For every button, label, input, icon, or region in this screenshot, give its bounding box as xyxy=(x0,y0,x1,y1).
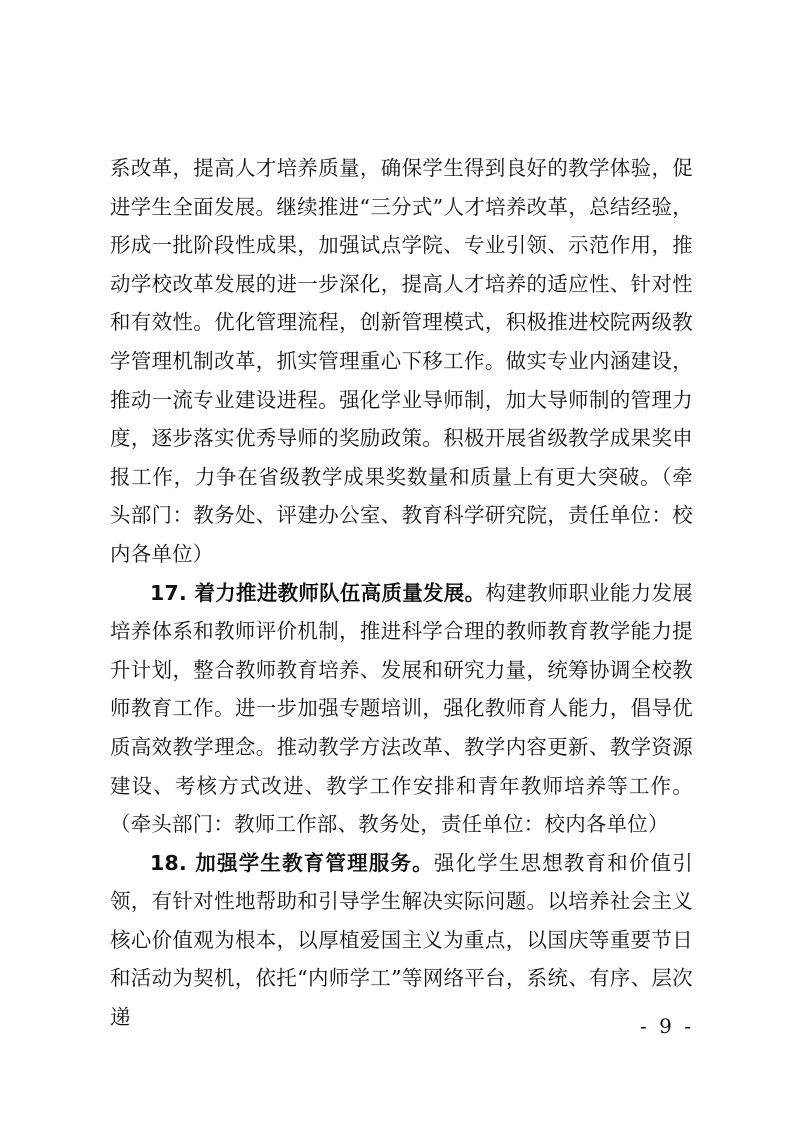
item-heading: 18. 加强学生教育管理服务。 xyxy=(150,850,434,875)
paragraph-text: 构建教师职业能力发展培养体系和教师评价机制，推进科学合理的教师教育教学能力提升计划，整合教师教育培养、发展和研究力量，统筹协调全校教师教育工作。进一步加强专题培训，强化教师育人能力，倡导优质高效教学理念。推动教学方法改革、教学内容更新、教学资源建设、考核方式改进、教学工作安排和青年教师培养等工作。（牵头部门：教师工作部、教务处，责任单位：校内各单位） xyxy=(110,580,693,837)
paragraph-item-17 xyxy=(110,574,693,844)
body-text xyxy=(110,149,693,1037)
page-number: - 9 - xyxy=(640,1014,694,1038)
item-heading: 17. 着力推进教师队伍高质量发展。 xyxy=(150,580,486,605)
paragraph-continuation xyxy=(110,149,693,574)
paragraph-text: 系改革，提高人才培养质量，确保学生得到良好的教学体验，促进学生全面发展。继续推进“三分式”人才培养改革，总结经验，形成一批阶段性成果，加强试点学院、专业引领、示范作用，推动学校改革发展的进一步深化，提高人才培养的适应性、针对性和有效性。优化管理流程，创新管理模式，积极推进校院两级教学管理机制改革，抓实管理重心下移工作。做实专业内涵建设，推动一流专业建设进程。强化学业导师制，加大导师制的管理力度，逐步落实优秀导师的奖励政策。积极开展省级教学成果奖申报工作，力争在省级教学成果奖数量和质量上有更大突破。（牵头部门：教务处、评建办公室、教育科学研究院，责任单位：校内各单位） xyxy=(110,156,693,566)
paragraph-item-18 xyxy=(110,844,693,1037)
paragraph-text: 强化学生思想教育和价值引领，有针对性地帮助和引导学生解决实际问题。以培养社会主义核心价值观为根本，以厚植爱国主义为重点，以国庆等重要节日和活动为契机，依托“内师学工”等网络平台，系统、有序、层次递 xyxy=(110,850,693,1030)
